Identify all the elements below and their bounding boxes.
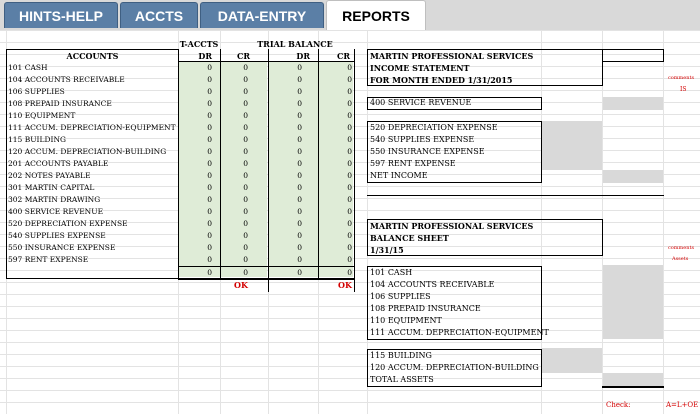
taccts-cr-total: 0 — [243, 268, 248, 277]
taccts-cr-value: 0 — [243, 159, 248, 168]
trial-dr-total: 0 — [297, 268, 302, 277]
trial-cr-value: 0 — [347, 231, 352, 240]
taccts-cr-value: 0 — [243, 99, 248, 108]
account-name: 115 BUILDING — [8, 135, 67, 144]
account-name: 550 INSURANCE EXPENSE — [8, 243, 116, 252]
account-name: 101 CASH — [8, 63, 48, 72]
expense-label: 550 INSURANCE EXPENSE — [370, 147, 485, 156]
account-name: 110 EQUIPMENT — [8, 111, 76, 120]
trial-cr-value: 0 — [347, 171, 352, 180]
taccts-cr-value: 0 — [243, 123, 248, 132]
trial-dr-value: 0 — [297, 99, 302, 108]
asset-label: 104 ACCOUNTS RECEIVABLE — [370, 280, 495, 289]
sheet-tab-bar — [0, 0, 700, 30]
taccts-cr-value: 0 — [243, 111, 248, 120]
trial-dr-value: 0 — [297, 111, 302, 120]
account-name: 111 ACCUM. DEPRECIATION-EQUIPMENT — [8, 123, 176, 132]
account-name: 202 NOTES PAYABLE — [8, 171, 91, 180]
account-name: 104 ACCOUNTS RECEIVABLE — [8, 75, 125, 84]
taccts-cr-value: 0 — [243, 207, 248, 216]
taccts-dr-value: 0 — [207, 219, 212, 228]
trial-cr-value: 0 — [347, 87, 352, 96]
income-period: FOR MONTH ENDED 1/31/2015 — [370, 75, 513, 85]
asset-label: 110 EQUIPMENT — [370, 316, 442, 325]
taccts-dr-value: 0 — [207, 123, 212, 132]
taccts-dr-value: 0 — [207, 87, 212, 96]
tab-reports[interactable]: REPORTS — [326, 0, 426, 30]
taccts-dr-value: 0 — [207, 135, 212, 144]
taccts-dr-value: 0 — [207, 147, 212, 156]
net-income-answer-cell[interactable] — [603, 170, 663, 183]
account-name: 597 RENT EXPENSE — [8, 255, 89, 264]
asset-label: 108 PREPAID INSURANCE — [370, 304, 481, 313]
trial-dr-value: 0 — [297, 87, 302, 96]
trial-cr-value: 0 — [347, 111, 352, 120]
income-statement-title: INCOME STATEMENT — [370, 63, 470, 73]
grid-col-line — [663, 30, 664, 414]
expense-answer-cells[interactable] — [542, 121, 602, 170]
balance-date: 1/31/15 — [370, 245, 404, 255]
net-income-label: NET INCOME — [370, 171, 428, 180]
total-assets-label: TOTAL ASSETS — [370, 375, 434, 384]
asset-label: 106 SUPPLIES — [370, 292, 431, 301]
trial-right-edge — [354, 49, 355, 292]
trial-cr-total: 0 — [347, 268, 352, 277]
trial-dr-value: 0 — [297, 231, 302, 240]
tab-hints-help[interactable]: HINTS-HELP — [4, 2, 118, 28]
taccts-dr-value: 0 — [207, 183, 212, 192]
account-name: 108 PREPAID INSURANCE — [8, 99, 112, 108]
account-name: 106 SUPPLIES — [8, 87, 65, 96]
taccts-dr-value: 0 — [207, 63, 212, 72]
taccts-ok-indicator: OK — [234, 280, 248, 290]
trial-cr-value: 0 — [347, 123, 352, 132]
taccts-cr-value: 0 — [243, 231, 248, 240]
balance-company-name: MARTIN PROFESSIONAL SERVICES — [370, 221, 534, 231]
trial-dr-value: 0 — [297, 75, 302, 84]
trial-cr-value: 0 — [347, 135, 352, 144]
trial-dr-value: 0 — [297, 207, 302, 216]
trial-ok-indicator: OK — [338, 280, 352, 290]
account-name: 400 SERVICE REVENUE — [8, 207, 104, 216]
trial-cr-value: 0 — [347, 195, 352, 204]
taccts-dr-value: 0 — [207, 243, 212, 252]
trial-dr-header: DR — [296, 51, 310, 61]
trial-dr-value: 0 — [297, 159, 302, 168]
trial-cr-value: 0 — [347, 159, 352, 168]
taccts-dr-value: 0 — [207, 111, 212, 120]
taccts-dr-header: DR — [198, 51, 212, 61]
trial-cr-value: 0 — [347, 75, 352, 84]
trial-cr-value: 0 — [347, 99, 352, 108]
balance-comments-note: comments — [668, 245, 695, 251]
trial-dr-value: 0 — [297, 219, 302, 228]
tab-accts[interactable]: ACCTS — [120, 2, 198, 28]
trial-dr-value: 0 — [297, 183, 302, 192]
asset-label: 115 BUILDING — [370, 351, 432, 360]
trial-dr-value: 0 — [297, 123, 302, 132]
taccts-trial-divider — [268, 49, 269, 292]
trial-dr-value: 0 — [297, 135, 302, 144]
taccts-cr-value: 0 — [243, 135, 248, 144]
account-name: 301 MARTIN CAPITAL — [8, 183, 95, 192]
taccts-cr-value: 0 — [243, 87, 248, 96]
taccts-cr-value: 0 — [243, 75, 248, 84]
taccts-dr-value: 0 — [207, 159, 212, 168]
taccts-cr-value: 0 — [243, 219, 248, 228]
taccts-dr-value: 0 — [207, 231, 212, 240]
taccts-cr-value: 0 — [243, 243, 248, 252]
account-name: 201 ACCOUNTS PAYABLE — [8, 159, 109, 168]
check-formula: A=L+OE — [666, 401, 699, 409]
trial-dr-value: 0 — [297, 243, 302, 252]
revenue-answer-cell[interactable] — [603, 97, 663, 110]
taccts-dr-value: 0 — [207, 99, 212, 108]
trial-cr-value: 0 — [347, 63, 352, 72]
total-assets-answer-cell[interactable] — [603, 373, 663, 386]
balance-sheet-title: BALANCE SHEET — [370, 233, 449, 243]
account-name: 302 MARTIN DRAWING — [8, 195, 101, 204]
trial-cr-value: 0 — [347, 147, 352, 156]
taccts-dr-total: 0 — [207, 268, 212, 277]
trial-dr-value: 0 — [297, 147, 302, 156]
taccts-dr-value: 0 — [207, 255, 212, 264]
accounts-header: ACCOUNTS — [66, 51, 119, 61]
account-name: 540 SUPPLIES EXPENSE — [8, 231, 106, 240]
trial-dr-value: 0 — [297, 195, 302, 204]
expense-label: 540 SUPPLIES EXPENSE — [370, 135, 475, 144]
taccts-cr-value: 0 — [243, 147, 248, 156]
trial-cr-header: CR — [336, 51, 350, 61]
trial-cr-value: 0 — [347, 207, 352, 216]
asset-label: 111 ACCUM. DEPRECIATION-EQUIPMENT — [370, 328, 549, 337]
taccts-cr-value: 0 — [243, 255, 248, 264]
trial-balance-header: TRIAL BALANCE — [257, 39, 333, 49]
income-bottom-line — [367, 195, 664, 196]
taccts-dr-value: 0 — [207, 171, 212, 180]
account-name: 120 ACCUM. DEPRECIATION-BUILDING — [8, 147, 167, 156]
income-is-note: IS — [680, 86, 687, 93]
taccts-cr-value: 0 — [243, 183, 248, 192]
expense-label: 597 RENT EXPENSE — [370, 159, 456, 168]
revenue-label: 400 SERVICE REVENUE — [370, 98, 472, 107]
taccts-divider — [220, 49, 221, 279]
account-name: 520 DEPRECIATION EXPENSE — [8, 219, 128, 228]
income-comments-note: comments — [668, 75, 695, 81]
taccts-dr-value: 0 — [207, 207, 212, 216]
check-label: Check: — [606, 401, 631, 409]
taccts-header: T-ACCTS — [179, 39, 219, 49]
taccts-dr-value: 0 — [207, 75, 212, 84]
taccts-dr-value: 0 — [207, 195, 212, 204]
taccts-cr-value: 0 — [243, 63, 248, 72]
income-answer-frame — [602, 49, 664, 62]
asset-label: 101 CASH — [370, 268, 413, 277]
trial-cr-value: 0 — [347, 219, 352, 228]
assets-answer-cells[interactable] — [603, 265, 663, 339]
tab-data-entry[interactable]: DATA-ENTRY — [200, 2, 324, 28]
taccts-cr-value: 0 — [243, 171, 248, 180]
asset-label: 120 ACCUM. DEPRECIATION-BUILDING — [370, 363, 539, 372]
trial-dr-value: 0 — [297, 63, 302, 72]
taccts-cr-header: CR — [236, 51, 250, 61]
balance-assets-note: Assets — [672, 256, 689, 262]
building-answer-cells[interactable] — [542, 348, 602, 373]
trial-divider — [318, 49, 319, 279]
trial-cr-value: 0 — [347, 183, 352, 192]
total-assets-double-line — [602, 386, 664, 388]
trial-dr-value: 0 — [297, 171, 302, 180]
expense-label: 520 DEPRECIATION EXPENSE — [370, 123, 498, 132]
trial-cr-value: 0 — [347, 243, 352, 252]
trial-cr-value: 0 — [347, 255, 352, 264]
taccts-cr-value: 0 — [243, 195, 248, 204]
trial-dr-value: 0 — [297, 255, 302, 264]
income-company-name: MARTIN PROFESSIONAL SERVICES — [370, 51, 534, 61]
